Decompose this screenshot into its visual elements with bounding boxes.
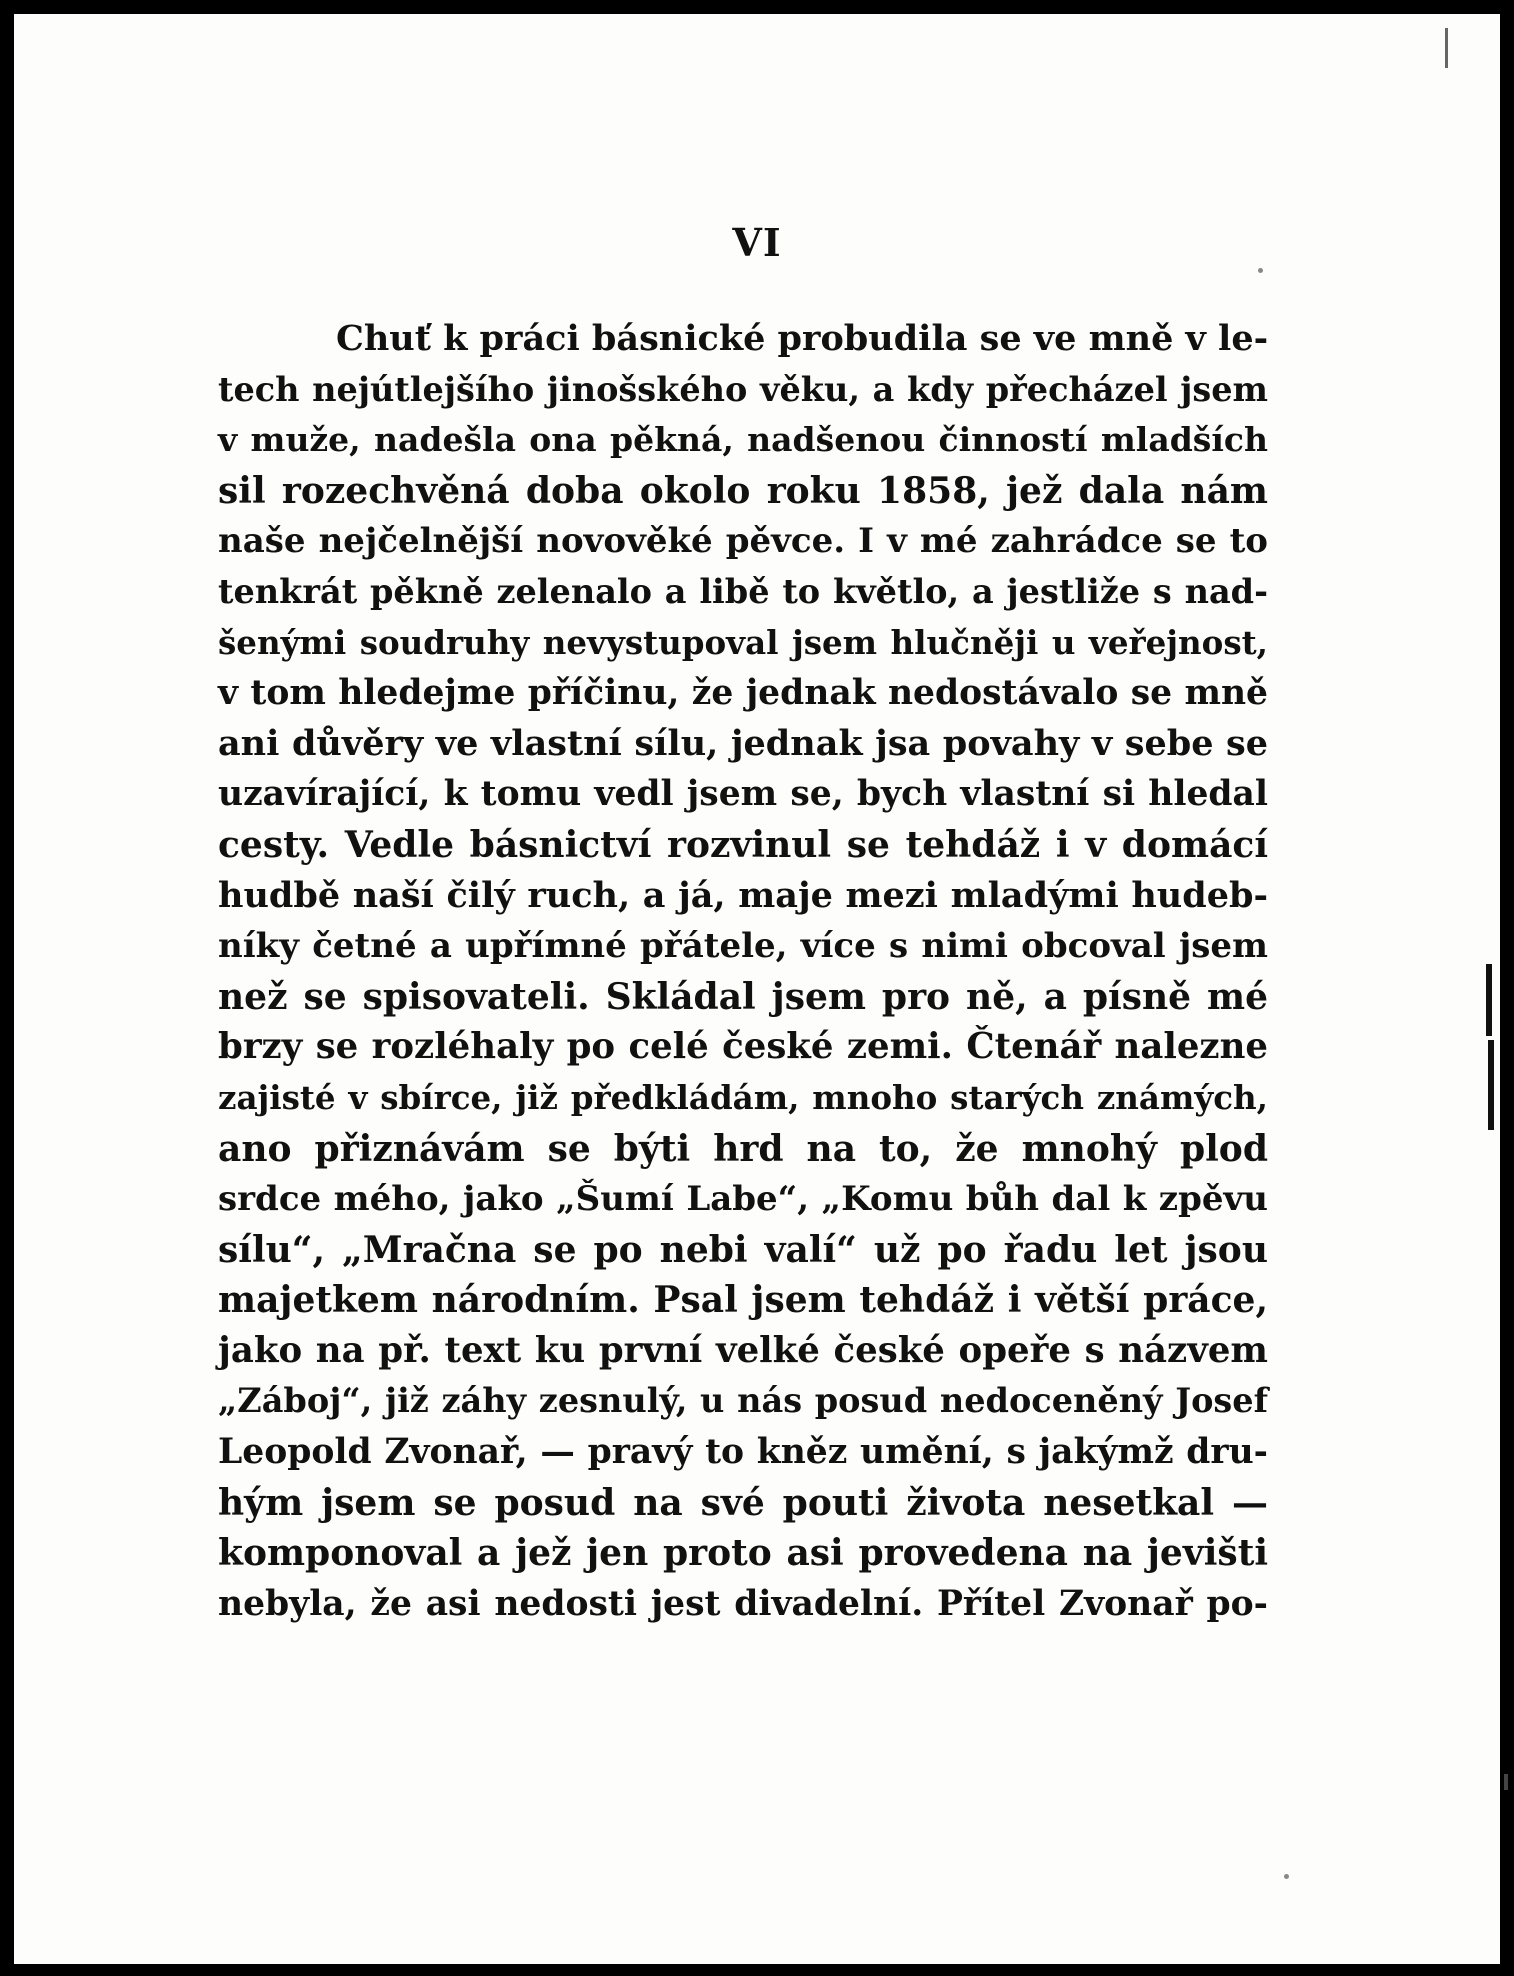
text-line: naše nejčelnější novověké pěvce. I v mé zahrádce se to	[218, 521, 1268, 562]
text-line: srdce mého, jako „Šumí Labe“, „Komu bůh dal k zpěvu	[218, 1179, 1268, 1220]
text-line: v tom hledejme příčinu, že jednak nedostávalo se mně	[218, 673, 1268, 714]
text-line: nebyla, že asi nedosti jest divadelní. Přítel Zvonař po-	[218, 1583, 1268, 1624]
text-line: Leopold Zvonař, — pravý to kněz umění, s jakýmž dru-	[218, 1432, 1268, 1473]
text-line: brzy se rozléhaly po celé české zemi. Čtenář nalezne	[218, 1026, 1268, 1068]
text-line: tech nejútlejšího jinošského věku, a kdy přecházel jsem	[218, 369, 1268, 409]
text-line: ani důvěry ve vlastní sílu, jednak jsa povahy v sebe se	[218, 722, 1268, 764]
text-line: než se spisovateli. Skládal jsem pro ně, a písně mé	[218, 975, 1268, 1018]
text-line: níky četné a upřímné přátele, více s nimi obcoval jsem	[218, 926, 1268, 967]
text-line: hým jsem se posud na své pouti života nesetkal —	[218, 1481, 1268, 1524]
scan-artifact	[1486, 964, 1492, 1036]
text-line: šenými soudruhy nevystupoval jsem hlučněji u veřejnost,	[218, 622, 1268, 662]
text-line: komponoval a jež jen proto asi provedena na jevišti	[218, 1532, 1268, 1575]
text-line: ano přiznávám se býti hrd na to, že mnohý plod	[218, 1127, 1268, 1170]
text-line: zajisté v sbírce, již předkládám, mnoho starých známých,	[218, 1077, 1268, 1117]
scan-artifact	[1488, 1040, 1494, 1130]
text-line: sil rozechvěná doba okolo roku 1858, jež dala nám	[218, 469, 1268, 512]
body-text	[218, 314, 1268, 1629]
text-line: Chuť k práci básnické probudila se ve mně v le-	[336, 318, 1269, 359]
text-line: jako na př. text ku první velké české opeře s názvem	[218, 1329, 1268, 1371]
text-line: sílu“, „Mračna se po nebi valí“ už po řadu let jsou	[218, 1228, 1268, 1271]
text-line: tenkrát pěkně zelenalo a libě to květlo, a jestliže s nad-	[218, 571, 1268, 611]
scan-artifact	[1504, 1774, 1508, 1790]
text-line: majetkem národním. Psal jsem tehdáž i větší práce,	[218, 1279, 1268, 1322]
text-line: cesty. Vedle básnictví rozvinul se tehdáž i v domácí	[218, 823, 1268, 866]
page-number: VI	[732, 220, 782, 265]
scan-artifact	[1445, 28, 1448, 68]
text-line: v muže, nadešla ona pěkná, nadšenou činností mladších	[218, 420, 1268, 460]
text-line: hudbě naší čilý ruch, a já, maje mezi mladými hudeb-	[218, 874, 1268, 916]
text-line: uzavírající, k tomu vedl jsem se, bych vlastní si hledal	[218, 774, 1268, 815]
book-page	[14, 14, 1500, 1964]
scan-artifact	[1284, 1874, 1289, 1879]
text-line: „Záboj“, již záhy zesnulý, u nás posud nedoceněný Josef	[218, 1381, 1268, 1421]
scan-artifact	[1258, 268, 1263, 273]
